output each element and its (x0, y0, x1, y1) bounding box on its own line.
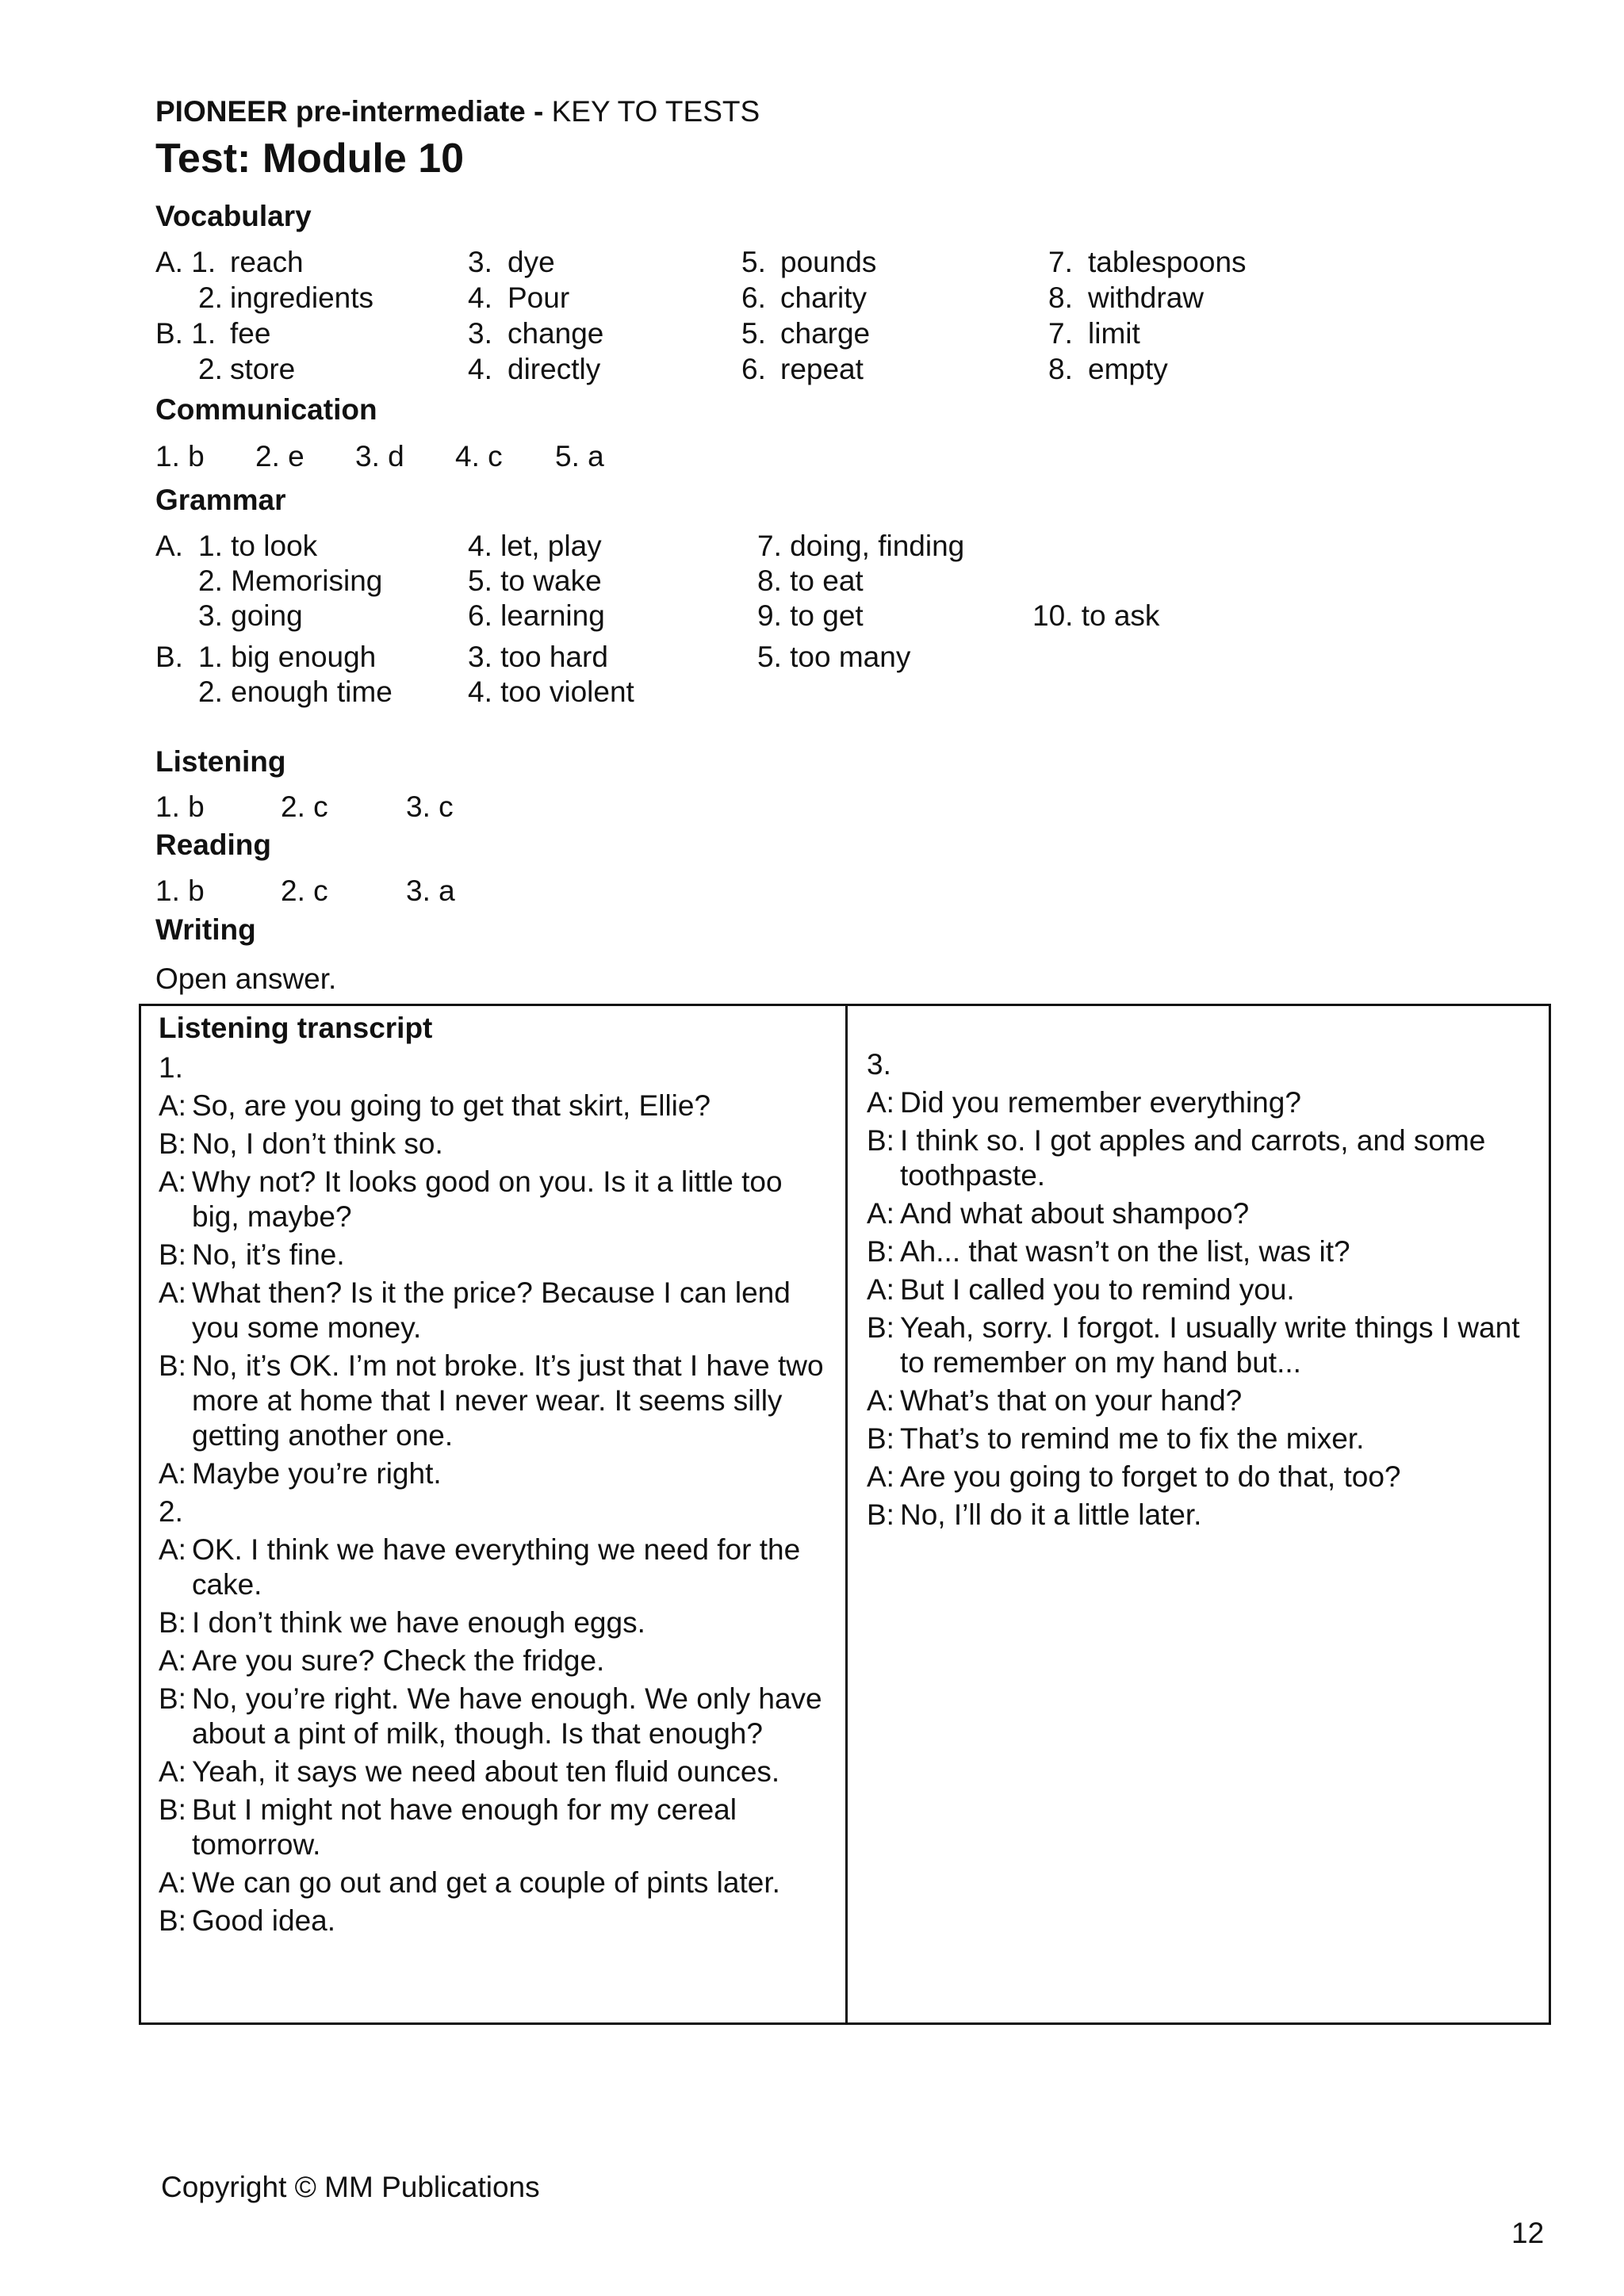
utterance-text: I think so. I got apples and carrots, and some toothpaste. (900, 1124, 1486, 1192)
utterance-text: I don’t think we have enough eggs. (192, 1606, 645, 1639)
dialogue-line (867, 1085, 1533, 1120)
grammar-answer: 4. too violent (468, 675, 634, 708)
answer-word: ingredients (230, 281, 374, 314)
speaker-label: A: (159, 1533, 186, 1566)
dialogue-line (159, 1866, 825, 1900)
answer-number: 7. (1048, 317, 1073, 350)
utterance-text: No, it’s OK. I’m not broke. It’s just that I have two more at home that I never wear. It seems silly getting another one. (192, 1349, 824, 1452)
answer-word: store (230, 353, 296, 385)
answer-number: 6. (741, 281, 766, 314)
answer-item: 1. b (155, 440, 205, 473)
dialogue-number: 2. (159, 1495, 183, 1528)
answer-number: 2. (198, 353, 223, 385)
dialogue-line (159, 1682, 825, 1751)
dialogue-line (159, 1904, 825, 1938)
answer-word: pounds (780, 246, 877, 278)
dialogue-line (867, 1383, 1533, 1418)
dialogue-line (159, 1165, 825, 1234)
utterance-text: But I might not have enough for my cereal tomorrow. (192, 1793, 737, 1861)
answer-number: 8. (1048, 353, 1073, 385)
transcript-left-column (159, 1006, 825, 1938)
dialogue-number: 3. (867, 1048, 891, 1081)
answer-number: 3. (468, 317, 492, 350)
speaker-label: B: (867, 1422, 894, 1455)
dialogue-line (867, 1196, 1533, 1231)
answer-item: 2. e (255, 440, 304, 473)
answer-item: 5. a (555, 440, 604, 473)
speaker-label: B: (867, 1124, 894, 1157)
speaker-label: B: (159, 1793, 186, 1826)
answer-word: limit (1088, 317, 1140, 350)
answer-item: 3. c (406, 790, 454, 823)
communication-heading: Communication (155, 393, 377, 426)
answer-word: change (508, 317, 604, 350)
dialogue-line (159, 1605, 825, 1640)
writing-heading: Writing (155, 913, 256, 946)
answer-item: 1. b (155, 874, 205, 907)
answer-item: 1. b (155, 790, 205, 823)
speaker-label: A: (159, 1866, 186, 1899)
dialogue-line (159, 1238, 825, 1272)
grammar-answer: B. (155, 641, 183, 673)
answer-word: charity (780, 281, 867, 314)
writing-answer: Open answer. (155, 962, 337, 995)
utterance-text: We can go out and get a couple of pints later. (192, 1866, 780, 1899)
grammar-answer: 8. to eat (757, 564, 864, 597)
grammar-answer: 5. too many (757, 641, 911, 673)
answer-number: 6. (741, 353, 766, 385)
answer-word: dye (508, 246, 555, 278)
utterance-text: Why not? It looks good on you. Is it a little too big, maybe? (192, 1165, 783, 1233)
grammar-answer: 10. to ask (1032, 599, 1160, 632)
speaker-label: A: (867, 1384, 894, 1417)
utterance-text: But I called you to remind you. (900, 1273, 1295, 1306)
answer-number: B. 1. (155, 317, 216, 350)
answer-number: A. 1. (155, 246, 216, 278)
answer-number: 7. (1048, 246, 1073, 278)
speaker-label: B: (159, 1904, 186, 1937)
listening-transcript-box (139, 1004, 1551, 2025)
utterance-text: Are you sure? Check the fridge. (192, 1644, 605, 1677)
dialogue-line (867, 1311, 1533, 1380)
dialogue-line (867, 1234, 1533, 1269)
utterance-text: And what about shampoo? (900, 1197, 1250, 1230)
speaker-label: B: (159, 1127, 186, 1160)
grammar-answer: 6. learning (468, 599, 605, 632)
grammar-answer: A. (155, 530, 183, 562)
copyright-notice: Copyright © MM Publications (161, 2171, 540, 2203)
column-divider (845, 1006, 848, 2022)
page-title: Test: Module 10 (155, 136, 465, 182)
utterance-text: Yeah, it says we need about ten fluid ounces. (192, 1755, 780, 1788)
speaker-label: A: (159, 1755, 186, 1788)
answer-word: Pour (508, 281, 570, 314)
speaker-label: A: (867, 1197, 894, 1230)
brand-name: PIONEER pre-intermediate (155, 95, 526, 128)
utterance-text: Good idea. (192, 1904, 336, 1937)
grammar-answer: 1. to look (198, 530, 318, 562)
speaker-label: A: (867, 1273, 894, 1306)
speaker-label: B: (159, 1606, 186, 1639)
speaker-label: A: (867, 1086, 894, 1119)
utterance-text: No, I don’t think so. (192, 1127, 443, 1160)
speaker-label: B: (867, 1235, 894, 1268)
grammar-answer: 9. to get (757, 599, 864, 632)
dialogue-line (867, 1422, 1533, 1456)
answer-number: 8. (1048, 281, 1073, 314)
answer-item: 2. c (281, 790, 328, 823)
answer-word: directly (508, 353, 601, 385)
dialogue-line (159, 1349, 825, 1453)
answer-word: fee (230, 317, 271, 350)
utterance-text: Are you going to forget to do that, too? (900, 1460, 1401, 1493)
header-separator: - (534, 95, 544, 128)
dialogue-line (159, 1793, 825, 1862)
utterance-text: OK. I think we have everything we need for the cake. (192, 1533, 801, 1601)
speaker-label: B: (159, 1349, 186, 1382)
dialogue-line (159, 1755, 825, 1789)
speaker-label: A: (159, 1089, 186, 1122)
dialogue-line (159, 1276, 825, 1345)
answer-item: 4. c (455, 440, 503, 473)
utterance-text: Ah... that wasn’t on the list, was it? (900, 1235, 1350, 1268)
vocabulary-heading: Vocabulary (155, 200, 312, 232)
utterance-text: No, I’ll do it a little later. (900, 1498, 1202, 1531)
answer-number: 4. (468, 281, 492, 314)
grammar-answer: 4. let, play (468, 530, 602, 562)
grammar-answer: 2. Memorising (198, 564, 383, 597)
answer-item: 3. d (355, 440, 404, 473)
utterance-text: What’s that on your hand? (900, 1384, 1243, 1417)
grammar-answer: 3. too hard (468, 641, 608, 673)
answer-word: tablespoons (1088, 246, 1247, 278)
speaker-label: A: (159, 1165, 186, 1198)
answer-word: reach (230, 246, 304, 278)
grammar-heading: Grammar (155, 484, 286, 516)
speaker-label: A: (159, 1644, 186, 1677)
grammar-answer: 7. doing, finding (757, 530, 965, 562)
dialogue-number: 1. (159, 1051, 183, 1084)
answer-word: withdraw (1088, 281, 1204, 314)
answer-item: 2. c (281, 874, 328, 907)
speaker-label: A: (867, 1460, 894, 1493)
dialogue-line (867, 1498, 1533, 1533)
grammar-answer: 1. big enough (198, 641, 377, 673)
grammar-answer: 2. enough time (198, 675, 393, 708)
utterance-text: So, are you going to get that skirt, Ellie? (192, 1089, 711, 1122)
transcript-heading: Listening transcript (159, 1012, 433, 1044)
utterance-text: Yeah, sorry. I forgot. I usually write things I want to remember on my hand but... (900, 1311, 1520, 1379)
speaker-label: A: (159, 1457, 186, 1490)
dialogue-line (159, 1644, 825, 1678)
dialogue-line (159, 1127, 825, 1161)
speaker-label: B: (159, 1682, 186, 1715)
utterance-text: Maybe you’re right. (192, 1457, 442, 1490)
dialogue-line (159, 1089, 825, 1123)
answer-word: empty (1088, 353, 1168, 385)
dialogue-line (867, 1123, 1533, 1193)
answer-item: 3. a (406, 874, 455, 907)
dialogue-line (159, 1533, 825, 1602)
utterance-text: Did you remember everything? (900, 1086, 1301, 1119)
answer-word: charge (780, 317, 871, 350)
utterance-text: That’s to remind me to fix the mixer. (900, 1422, 1365, 1455)
page-number: 12 (1511, 2217, 1545, 2249)
speaker-label: B: (867, 1498, 894, 1531)
answer-number: 3. (468, 246, 492, 278)
speaker-label: A: (159, 1276, 186, 1309)
listening-heading: Listening (155, 745, 286, 778)
grammar-answer: 5. to wake (468, 564, 602, 597)
header-subtitle: KEY TO TESTS (551, 95, 760, 128)
transcript-right-column (867, 1006, 1533, 1533)
utterance-text: No, it’s fine. (192, 1238, 345, 1271)
utterance-text: What then? Is it the price? Because I can lend you some money. (192, 1276, 791, 1344)
answer-word: repeat (780, 353, 864, 385)
answer-number: 5. (741, 317, 766, 350)
utterance-text: No, you’re right. We have enough. We only have about a pint of milk, though. Is that enough? (192, 1682, 822, 1750)
grammar-answer: 3. going (198, 599, 303, 632)
speaker-label: B: (159, 1238, 186, 1271)
dialogue-line (867, 1460, 1533, 1494)
dialogue-line (159, 1456, 825, 1491)
page-header (155, 95, 760, 128)
answer-number: 4. (468, 353, 492, 385)
answer-number: 2. (198, 281, 223, 314)
reading-heading: Reading (155, 828, 271, 861)
answer-number: 5. (741, 246, 766, 278)
dialogue-line (867, 1272, 1533, 1307)
speaker-label: B: (867, 1311, 894, 1344)
